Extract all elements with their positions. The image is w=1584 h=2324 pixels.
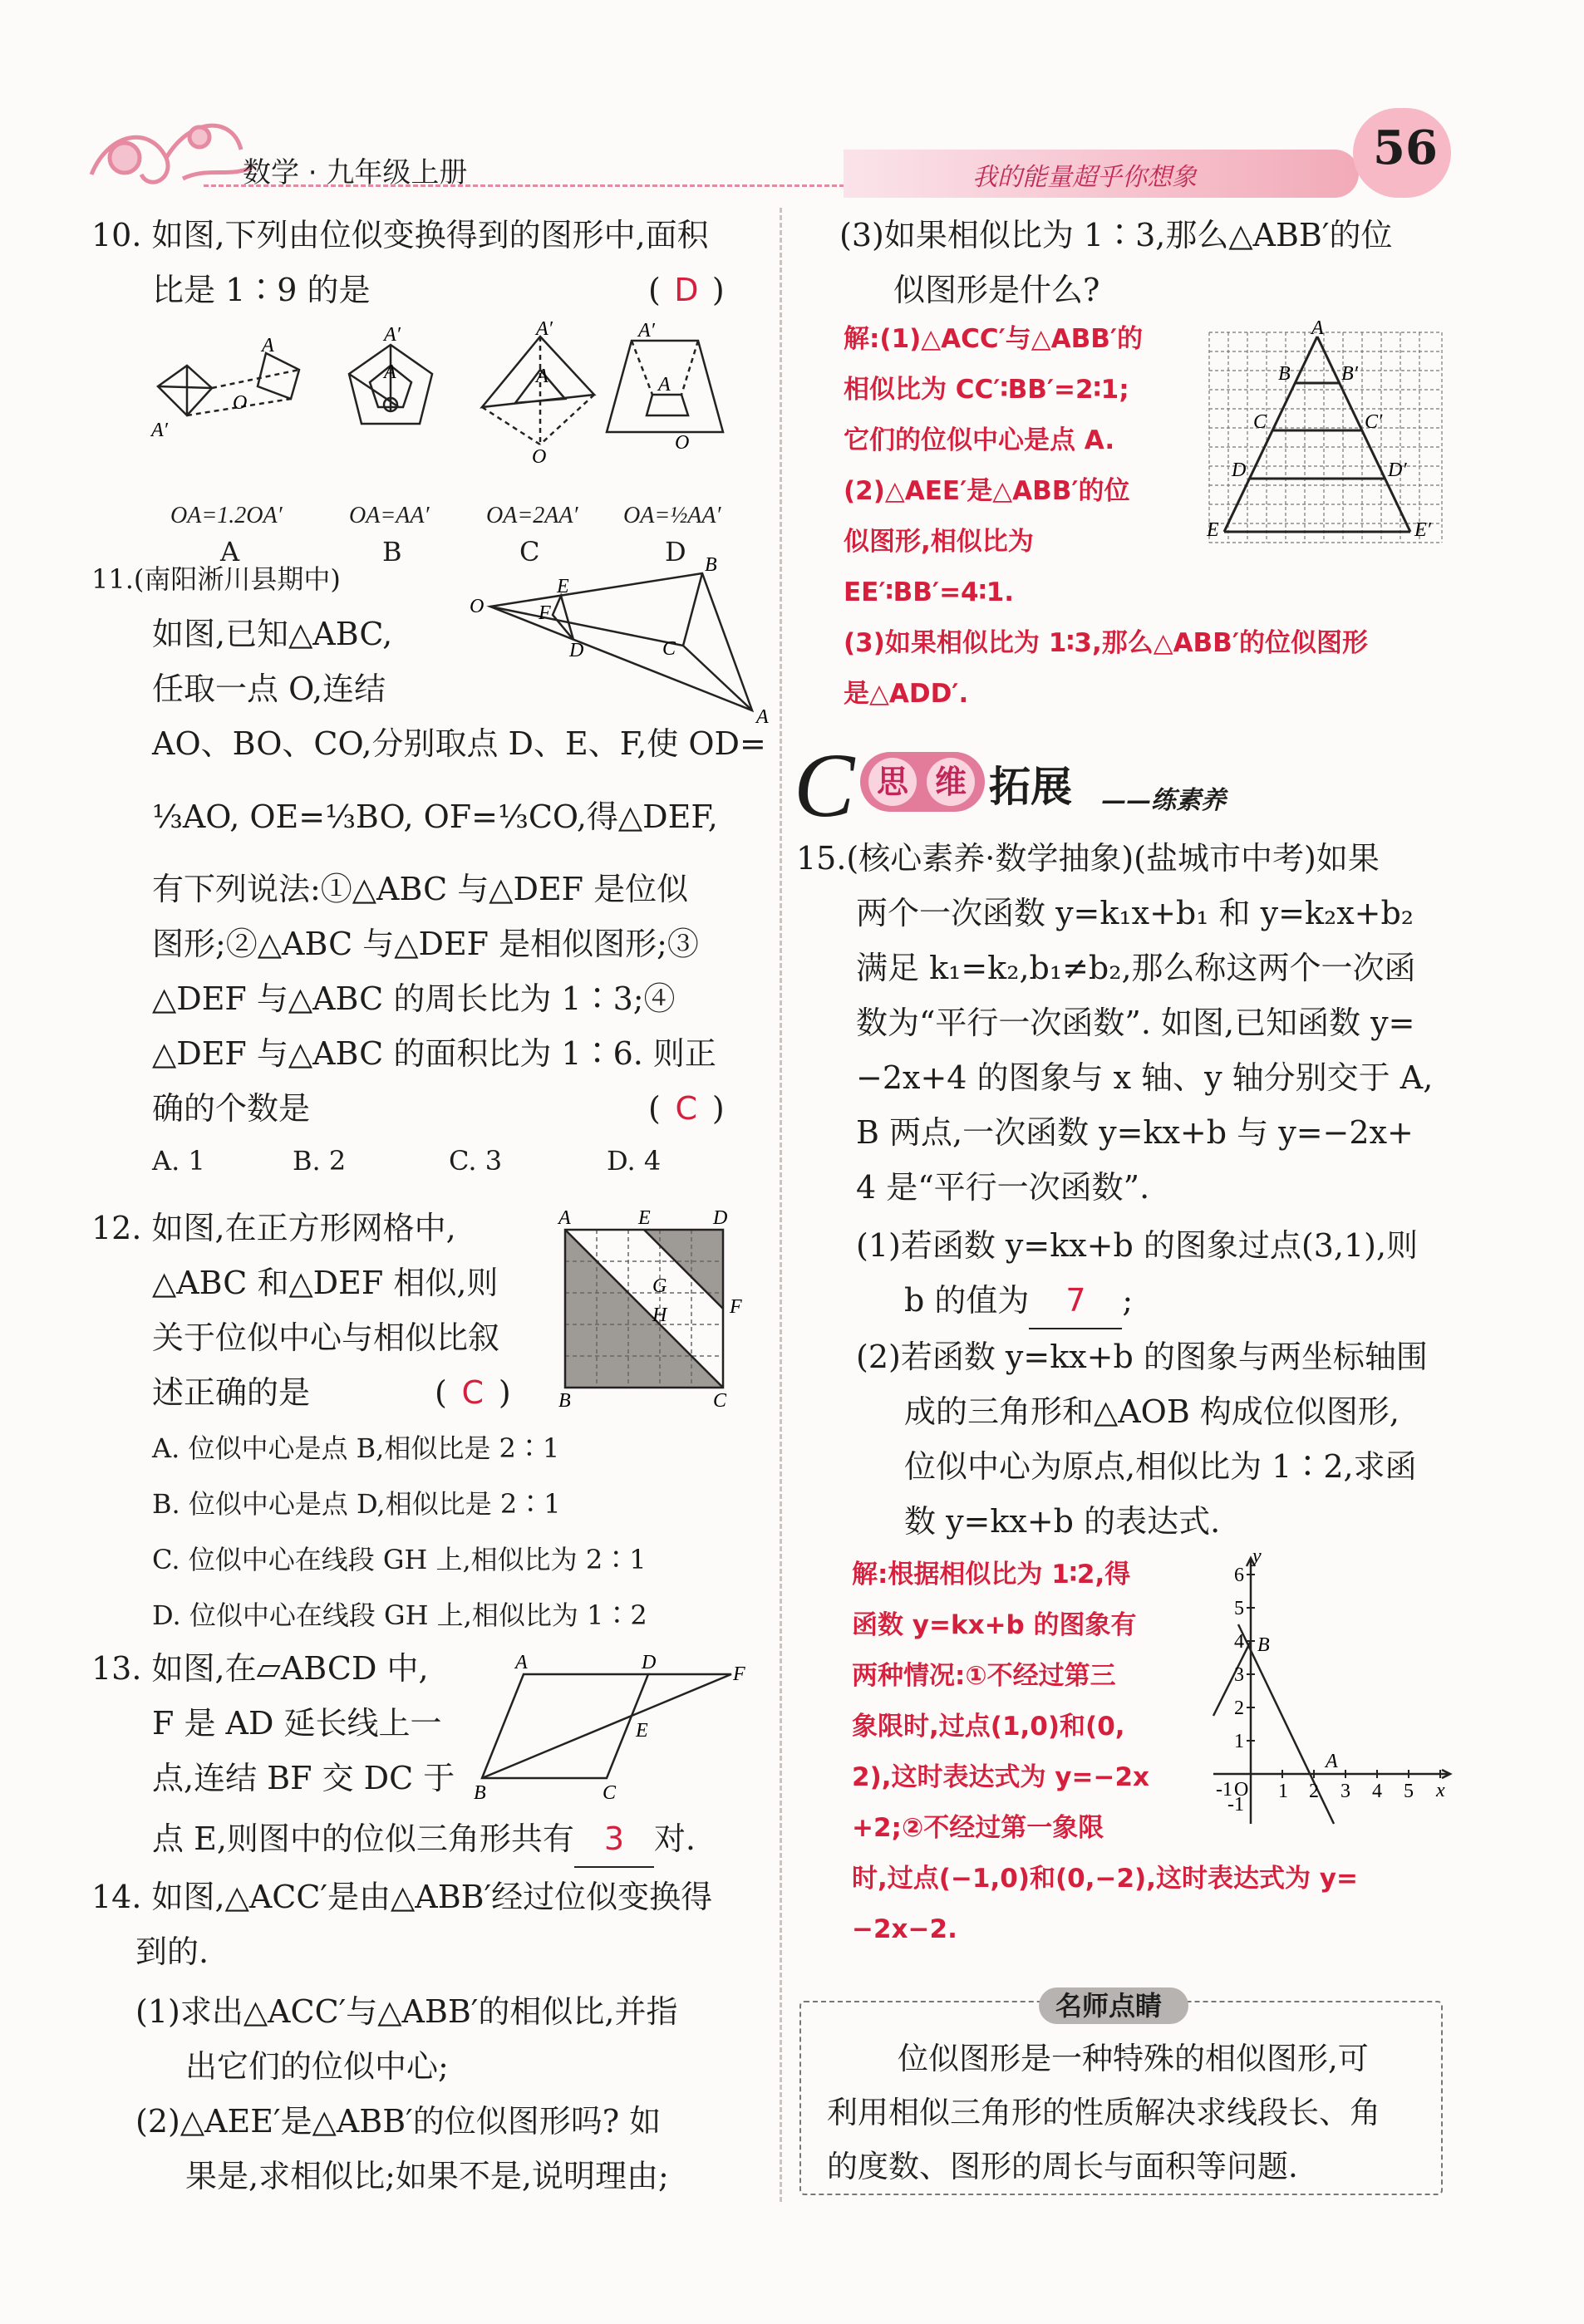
- svg-text:D′: D′: [1388, 459, 1407, 481]
- note-line: 利用相似三角形的性质解决求线段长、角: [827, 2095, 1380, 2130]
- sol15-line: 象限时,过点(1,0)和(0,: [852, 1712, 1125, 1742]
- svg-text:B′: B′: [1341, 363, 1358, 385]
- svg-text:A′: A′: [536, 318, 553, 340]
- svg-text:-1: -1: [1216, 1779, 1232, 1801]
- svg-text:D: D: [569, 640, 584, 661]
- subject-title: 数学 · 九年级上册: [243, 156, 468, 189]
- sol14-line: 它们的位似中心是点 A.: [844, 425, 1115, 455]
- svg-text:C: C: [713, 1390, 727, 1412]
- q11-choice-c: C. 3: [449, 1145, 503, 1177]
- q13-line: F 是 AD 延长线上一: [152, 1705, 442, 1742]
- svg-text:F: F: [733, 1663, 745, 1685]
- q11-answer: C: [675, 1090, 698, 1127]
- q11-line: AO、BO、CO,分别取点 D、E、F,使 OD=: [152, 725, 766, 762]
- sol14-line: 相似比为 CC′∶BB′=2∶1;: [844, 375, 1129, 405]
- q15-p2-line: 数 y=kx+b 的表达式.: [904, 1503, 1221, 1540]
- svg-text:O: O: [470, 596, 485, 617]
- q12-choice-a: A. 位似中心是点 B,相似比是 2∶1: [152, 1432, 560, 1464]
- section-badge-char1: 思: [868, 758, 917, 806]
- q15-line: 4 是“平行一次函数”.: [856, 1169, 1150, 1206]
- svg-text:A′: A′: [384, 324, 401, 346]
- sol15-line: 函数 y=kx+b 的图象有: [852, 1610, 1137, 1640]
- q11-line: 任取一点 O,连结: [152, 671, 386, 707]
- svg-text:B: B: [558, 1390, 571, 1412]
- svg-text:1: 1: [1234, 1731, 1244, 1752]
- svg-text:A: A: [384, 361, 396, 383]
- note-line: 位似图形是一种特殊的相似图形,可: [898, 2041, 1369, 2076]
- q11-figure: [465, 553, 769, 728]
- q13-last-pre: 点 E,则图中的位似三角形共有: [152, 1820, 574, 1857]
- q15-p1-line2: [904, 1273, 1133, 1329]
- q10-line2: 比是 1∶9 的是: [152, 272, 371, 308]
- q15-p1-answer: 7: [1029, 1273, 1122, 1329]
- q14-line: 到的.: [135, 1933, 209, 1970]
- svg-text:O: O: [532, 446, 547, 468]
- svg-text:1: 1: [1278, 1781, 1288, 1802]
- svg-text:H: H: [652, 1304, 667, 1326]
- svg-text:E: E: [636, 1720, 648, 1742]
- q10-letter-a: A: [220, 536, 240, 567]
- q11-bracket: ( C ): [648, 1081, 725, 1136]
- q14-line: 14. 如图,△ACC′是由△ABB′经过位似变换得: [91, 1879, 713, 1915]
- svg-text:G: G: [652, 1275, 667, 1297]
- q15-line: −2x+4 的图象与 x 轴、y 轴分别交于 A,: [856, 1059, 1434, 1096]
- svg-text:E: E: [557, 576, 569, 597]
- svg-text:6: 6: [1234, 1565, 1244, 1586]
- sol14-line: 解:(1)△ACC′与△ABB′的: [844, 324, 1144, 354]
- sol14-line: 是△ADD′.: [844, 679, 969, 709]
- q15-p2-line: (2)若函数 y=kx+b 的图象与两坐标轴围: [856, 1339, 1428, 1375]
- sol14-line: (3)如果相似比为 1∶3,那么△ABB′的位似图形: [844, 628, 1368, 658]
- sol15-line: 2),这时表达式为 y=−2x: [852, 1762, 1150, 1792]
- svg-text:E: E: [1207, 519, 1219, 541]
- svg-text:E′: E′: [1414, 519, 1431, 541]
- q11-choice-b: B. 2: [293, 1145, 347, 1177]
- floral-ornament-icon: [75, 100, 266, 208]
- svg-text:3: 3: [1340, 1781, 1350, 1802]
- q12-choice-c: C. 位似中心在线段 GH 上,相似比为 2∶1: [152, 1544, 647, 1575]
- sol14-line: 似图形,相似比为: [844, 527, 1034, 557]
- q11-line: ⅓AO, OE=⅓BO, OF=⅓CO,得△DEF,: [152, 798, 718, 835]
- svg-text:A: A: [1311, 317, 1324, 339]
- q13-answer: 3: [574, 1811, 654, 1868]
- sol15-line: +2;②不经过第一象限: [852, 1813, 1104, 1843]
- svg-text:A: A: [1326, 1751, 1338, 1772]
- q15-p1-pre: b 的值为: [904, 1282, 1030, 1319]
- svg-text:F: F: [539, 602, 551, 624]
- q12-bracket: ( C ): [435, 1365, 511, 1420]
- svg-text:B: B: [1257, 1634, 1270, 1656]
- q10-caption-d: OA=½AA′: [623, 503, 721, 528]
- sol15-line: −2x−2.: [852, 1914, 957, 1944]
- note-title: 名师点睛: [1055, 1990, 1163, 2022]
- q15-line: 15.(核心素养·数学抽象)(盐城市中考)如果: [796, 840, 1380, 877]
- svg-text:B: B: [1278, 363, 1291, 385]
- note-line: 的度数、图形的周长与面积等问题.: [827, 2149, 1298, 2184]
- svg-text:2: 2: [1309, 1781, 1319, 1802]
- sol15-line: 时,过点(−1,0)和(0,−2),这时表达式为 y=: [852, 1864, 1358, 1894]
- page-number: 56: [1373, 120, 1438, 175]
- q11-source: 11.(南阳淅川县期中): [91, 563, 341, 595]
- svg-text:A: A: [558, 1207, 571, 1229]
- q10-letter-d: D: [665, 536, 686, 567]
- svg-text:O: O: [1234, 1779, 1249, 1801]
- svg-text:E: E: [638, 1207, 651, 1229]
- q12-choice-b: B. 位似中心是点 D,相似比是 2∶1: [152, 1488, 561, 1520]
- svg-text:O: O: [233, 392, 248, 414]
- q11-line: △DEF 与△ABC 的周长比为 1∶3;④: [152, 980, 676, 1017]
- q11-choice-a: A. 1: [152, 1145, 205, 1177]
- q15-p1: (1)若函数 y=kx+b 的图象过点(3,1),则: [856, 1227, 1419, 1264]
- sol14-line: (2)△AEE′是△ABB′的位: [844, 476, 1130, 506]
- section-badge-char2: 维: [927, 758, 975, 806]
- svg-text:F: F: [730, 1296, 742, 1318]
- section-subtitle: ——练素养: [1101, 786, 1226, 815]
- slogan: 我的能量超乎你想象: [972, 163, 1197, 192]
- q10-letter-c: C: [519, 536, 540, 567]
- q15-graph: [1201, 1545, 1459, 1840]
- q10-caption-a: OA=1.2OA′: [170, 503, 283, 528]
- svg-text:C: C: [662, 638, 676, 660]
- svg-text:4: 4: [1372, 1781, 1382, 1802]
- svg-text:A′: A′: [151, 420, 168, 441]
- svg-text:D: D: [642, 1652, 657, 1673]
- q10-caption-b: OA=AA′: [349, 503, 430, 528]
- q12-figure: [557, 1207, 748, 1412]
- svg-text:A: A: [515, 1652, 528, 1673]
- svg-text:y: y: [1252, 1545, 1262, 1567]
- q12-line: 关于位似中心与相似比叙: [152, 1319, 500, 1356]
- q12-line: △ABC 和△DEF 相似,则: [152, 1265, 499, 1301]
- svg-text:4: 4: [1234, 1631, 1244, 1653]
- q12-line: 12. 如图,在正方形网格中,: [91, 1210, 456, 1246]
- q10-answer: D: [674, 272, 699, 308]
- svg-text:B: B: [705, 554, 717, 576]
- section-title: 拓展: [989, 763, 1072, 811]
- q15-p1-post: ;: [1122, 1282, 1134, 1319]
- q14b-line: (3)如果相似比为 1∶3,那么△ABB′的位: [839, 217, 1393, 253]
- q10-figures: [150, 318, 765, 494]
- q10-bracket: ( D ): [648, 263, 725, 317]
- q13-line: 13. 如图,在▱ABCD 中,: [91, 1650, 429, 1687]
- q14b-line: 似图形是什么?: [893, 272, 1100, 308]
- sol15-line: 解:根据相似比为 1∶2,得: [852, 1560, 1131, 1589]
- q10-letter-b: B: [382, 536, 402, 567]
- svg-text:C: C: [1253, 411, 1267, 433]
- q11-choice-d: D. 4: [607, 1145, 662, 1177]
- svg-text:O: O: [675, 432, 690, 454]
- sol14-line: EE′∶BB′=4∶1.: [844, 577, 1015, 607]
- svg-text:x: x: [1436, 1780, 1445, 1801]
- svg-text:A: A: [536, 366, 548, 387]
- svg-text:A′: A′: [638, 320, 655, 341]
- q13-last-post: 对.: [653, 1820, 696, 1857]
- q13-line: 点,连结 BF 交 DC 于: [152, 1760, 455, 1796]
- q15-p2-line: 位似中心为原点,相似比为 1∶2,求函: [904, 1448, 1417, 1485]
- svg-text:A: A: [658, 374, 671, 396]
- svg-text:C: C: [603, 1782, 617, 1804]
- q15-p2-line: 成的三角形和△AOB 构成位似图形,: [904, 1393, 1400, 1430]
- svg-text:-1: -1: [1227, 1794, 1244, 1815]
- q11-line: 如图,已知△ABC,: [152, 616, 393, 652]
- q13-last-line: [152, 1811, 696, 1868]
- q13-figure: [465, 1653, 748, 1807]
- q15-line: B 两点,一次函数 y=kx+b 与 y=−2x+: [856, 1114, 1414, 1151]
- q11-line: 有下列说法:①△ABC 与△DEF 是位似: [152, 871, 689, 907]
- sol15-line: 两种情况:①不经过第三: [852, 1661, 1116, 1691]
- q12-answer: C: [461, 1374, 485, 1411]
- q15-line: 数为“平行一次函数”. 如图,已知函数 y=: [856, 1005, 1415, 1041]
- q10-caption-c: OA=2AA′: [486, 503, 578, 528]
- q14-line: 出它们的位似中心;: [185, 2048, 449, 2085]
- q10-line1: 10. 如图,下列由位似变换得到的图形中,面积: [91, 217, 709, 253]
- svg-text:5: 5: [1404, 1781, 1414, 1802]
- svg-text:C′: C′: [1365, 411, 1383, 433]
- column-divider: [780, 208, 782, 2202]
- svg-text:B: B: [474, 1782, 486, 1804]
- q11-line: 图形;②△ABC 与△DEF 是相似图形;③: [152, 926, 699, 962]
- q15-line: 满足 k₁=k₂,b₁≠b₂,那么称这两个一次函: [856, 950, 1416, 986]
- svg-text:D: D: [1232, 459, 1247, 481]
- svg-text:2: 2: [1234, 1698, 1244, 1719]
- q14-figure: [1197, 317, 1454, 553]
- svg-text:5: 5: [1234, 1598, 1244, 1619]
- svg-text:A: A: [756, 706, 769, 728]
- q12-line: 述正确的是: [152, 1374, 311, 1411]
- q11-line: 确的个数是: [152, 1090, 311, 1127]
- q11-line: △DEF 与△ABC 的面积比为 1∶6. 则正: [152, 1035, 716, 1072]
- section-letter: C: [794, 735, 855, 836]
- q14-line: (1)求出△ACC′与△ABB′的相似比,并指: [135, 1993, 678, 2030]
- q12-choice-d: D. 位似中心在线段 GH 上,相似比为 1∶2: [152, 1599, 647, 1631]
- header-rule-left: [204, 184, 852, 187]
- svg-text:A: A: [262, 335, 274, 356]
- svg-text:D: D: [713, 1207, 728, 1229]
- q14-line: (2)△AEE′是△ABB′的位似图形吗? 如: [135, 2103, 662, 2140]
- svg-text:3: 3: [1234, 1664, 1244, 1686]
- q14-line: 果是,求相似比;如果不是,说明理由;: [185, 2158, 669, 2194]
- q15-line: 两个一次函数 y=k₁x+b₁ 和 y=k₂x+b₂: [856, 895, 1414, 931]
